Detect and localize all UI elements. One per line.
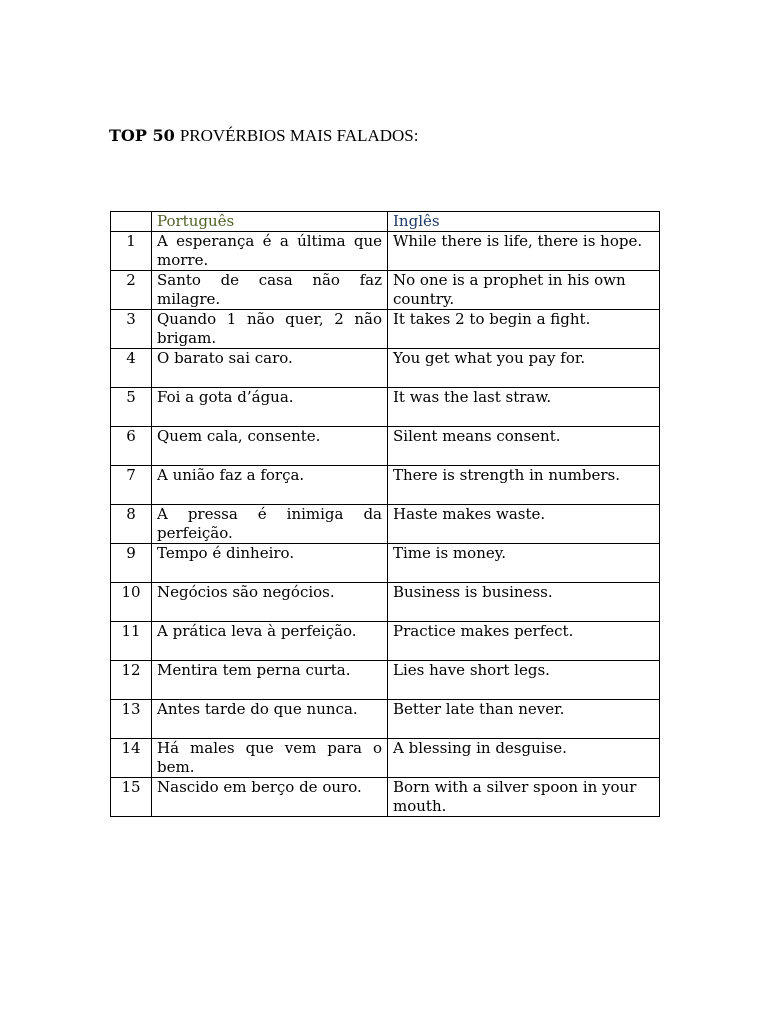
table-header-row: [111, 212, 660, 232]
row-portuguese: Quem cala, consente.: [152, 427, 388, 466]
header-english: Inglês: [388, 212, 660, 232]
row-english: There is strength in numbers.: [388, 466, 660, 505]
row-number: 3: [111, 310, 152, 349]
table-row: [111, 700, 660, 739]
proverbs-table: [110, 211, 660, 817]
row-portuguese: A união faz a força.: [152, 466, 388, 505]
table-row: [111, 583, 660, 622]
row-portuguese: Tempo é dinheiro.: [152, 544, 388, 583]
row-portuguese: Santo de casa não faz milagre.: [152, 271, 388, 310]
table-row: [111, 388, 660, 427]
row-number: 5: [111, 388, 152, 427]
row-english: Born with a silver spoon in your mouth.: [388, 778, 660, 817]
page-title: [109, 126, 419, 146]
row-number: 1: [111, 232, 152, 271]
row-portuguese: Quando 1 não quer, 2 não brigam.: [152, 310, 388, 349]
row-number: 14: [111, 739, 152, 778]
row-english: Haste makes waste.: [388, 505, 660, 544]
page-title-bold: TOP 50: [109, 126, 175, 145]
row-number: 8: [111, 505, 152, 544]
row-english: While there is life, there is hope.: [388, 232, 660, 271]
row-number: 11: [111, 622, 152, 661]
header-number: [111, 212, 152, 232]
row-number: 7: [111, 466, 152, 505]
row-english: You get what you pay for.: [388, 349, 660, 388]
row-english: Practice makes perfect.: [388, 622, 660, 661]
row-portuguese: Mentira tem perna curta.: [152, 661, 388, 700]
row-english: Better late than never.: [388, 700, 660, 739]
table-row: [111, 739, 660, 778]
row-english: Lies have short legs.: [388, 661, 660, 700]
row-portuguese: Antes tarde do que nunca.: [152, 700, 388, 739]
table-row: [111, 661, 660, 700]
row-number: 9: [111, 544, 152, 583]
row-portuguese: A pressa é inimiga da perfeição.: [152, 505, 388, 544]
row-english: A blessing in desguise.: [388, 739, 660, 778]
row-english: No one is a prophet in his own country.: [388, 271, 660, 310]
table-row: [111, 544, 660, 583]
table-row: [111, 349, 660, 388]
table-row: [111, 505, 660, 544]
row-portuguese: A esperança é a última que morre.: [152, 232, 388, 271]
header-portuguese: Português: [152, 212, 388, 232]
table-row: [111, 622, 660, 661]
table-row: [111, 232, 660, 271]
row-number: 12: [111, 661, 152, 700]
row-portuguese: O barato sai caro.: [152, 349, 388, 388]
row-number: 13: [111, 700, 152, 739]
table-row: [111, 427, 660, 466]
row-number: 2: [111, 271, 152, 310]
table-row: [111, 310, 660, 349]
table-row: [111, 466, 660, 505]
row-english: It was the last straw.: [388, 388, 660, 427]
row-portuguese: Há males que vem para o bem.: [152, 739, 388, 778]
row-number: 10: [111, 583, 152, 622]
row-number: 15: [111, 778, 152, 817]
row-english: Silent means consent.: [388, 427, 660, 466]
row-english: It takes 2 to begin a fight.: [388, 310, 660, 349]
row-portuguese: Nascido em berço de ouro.: [152, 778, 388, 817]
row-portuguese: Negócios são negócios.: [152, 583, 388, 622]
table-row: [111, 778, 660, 817]
page-title-rest: PROVÉRBIOS MAIS FALADOS:: [179, 126, 419, 145]
row-portuguese: Foi a gota d’água.: [152, 388, 388, 427]
row-portuguese: A prática leva à perfeição.: [152, 622, 388, 661]
row-english: Time is money.: [388, 544, 660, 583]
table-row: [111, 271, 660, 310]
row-number: 4: [111, 349, 152, 388]
row-english: Business is business.: [388, 583, 660, 622]
row-number: 6: [111, 427, 152, 466]
